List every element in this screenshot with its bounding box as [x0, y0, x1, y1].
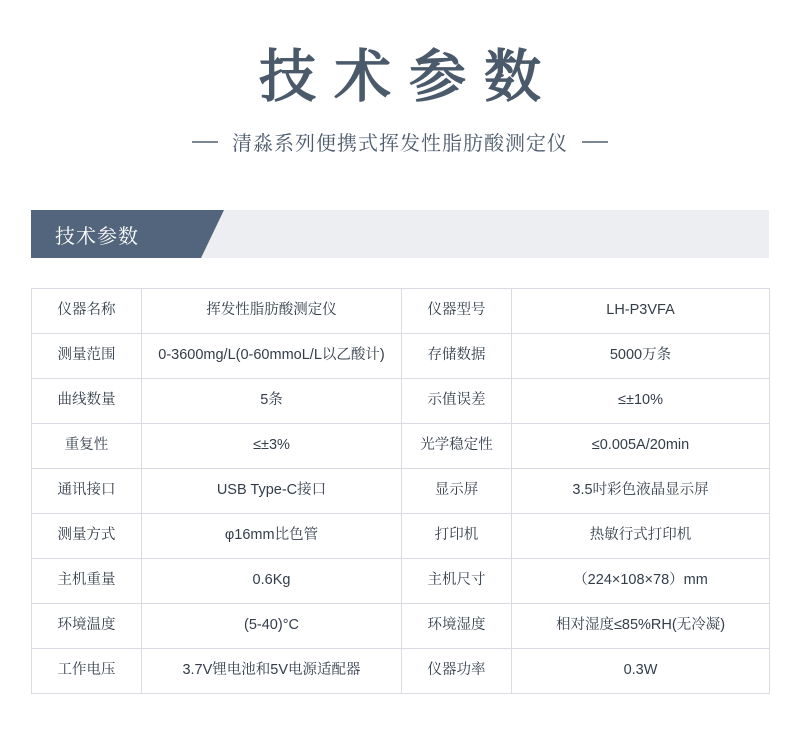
spec-label: 环境湿度 — [402, 604, 512, 649]
spec-value: 挥发性脂肪酸测定仪 — [142, 289, 402, 334]
spec-label: 重复性 — [32, 424, 142, 469]
page-title: 技术参数 — [259, 45, 559, 109]
spec-label: 打印机 — [402, 514, 512, 559]
spec-table-body — [32, 289, 770, 694]
spec-label: 测量范围 — [32, 334, 142, 379]
table-row — [32, 334, 770, 379]
dash-left-decoration — [192, 141, 218, 143]
page-header — [0, 0, 800, 156]
page-subtitle: 清淼系列便携式挥发性脂肪酸测定仪 — [232, 133, 568, 156]
spec-label: 存储数据 — [402, 334, 512, 379]
spec-value: 0.6Kg — [142, 559, 402, 604]
table-row — [32, 289, 770, 334]
table-row — [32, 514, 770, 559]
spec-value: 热敏行式打印机 — [512, 514, 770, 559]
section-title: 技术参数 — [55, 225, 139, 248]
spec-table — [31, 288, 770, 694]
spec-label: 测量方式 — [32, 514, 142, 559]
table-row — [32, 424, 770, 469]
spec-value: LH-P3VFA — [512, 289, 770, 334]
spec-value: 5000万条 — [512, 334, 770, 379]
spec-value: ≤0.005A/20min — [512, 424, 770, 469]
spec-label: 工作电压 — [32, 649, 142, 694]
spec-label: 仪器名称 — [32, 289, 142, 334]
spec-value: 相对湿度≤85%RH(无冷凝) — [512, 604, 770, 649]
section-banner-tab — [31, 210, 201, 258]
spec-label: 通讯接口 — [32, 469, 142, 514]
spec-value: USB Type-C接口 — [142, 469, 402, 514]
spec-label: 示值误差 — [402, 379, 512, 424]
spec-table-container — [31, 288, 769, 694]
spec-label: 主机重量 — [32, 559, 142, 604]
spec-value: 3.5吋彩色液晶显示屏 — [512, 469, 770, 514]
subtitle-row — [0, 127, 800, 156]
spec-value: ≤±3% — [142, 424, 402, 469]
spec-value: （224×108×78）mm — [512, 559, 770, 604]
spec-value: 3.7V锂电池和5V电源适配器 — [142, 649, 402, 694]
spec-value: ≤±10% — [512, 379, 770, 424]
spec-label: 环境温度 — [32, 604, 142, 649]
dash-right-decoration — [582, 141, 608, 143]
table-row — [32, 469, 770, 514]
spec-label: 仪器型号 — [402, 289, 512, 334]
table-row — [32, 649, 770, 694]
spec-value: 5条 — [142, 379, 402, 424]
table-row — [32, 379, 770, 424]
spec-label: 曲线数量 — [32, 379, 142, 424]
spec-label: 主机尺寸 — [402, 559, 512, 604]
spec-value: φ16mm比色管 — [142, 514, 402, 559]
spec-label: 仪器功率 — [402, 649, 512, 694]
spec-label: 光学稳定性 — [402, 424, 512, 469]
section-banner — [0, 210, 800, 258]
spec-label: 显示屏 — [402, 469, 512, 514]
spec-value: 0.3W — [512, 649, 770, 694]
table-row — [32, 559, 770, 604]
spec-value: 0-3600mg/L(0-60mmoL/L以乙酸计) — [142, 334, 402, 379]
spec-value: (5-40)°C — [142, 604, 402, 649]
table-row — [32, 604, 770, 649]
